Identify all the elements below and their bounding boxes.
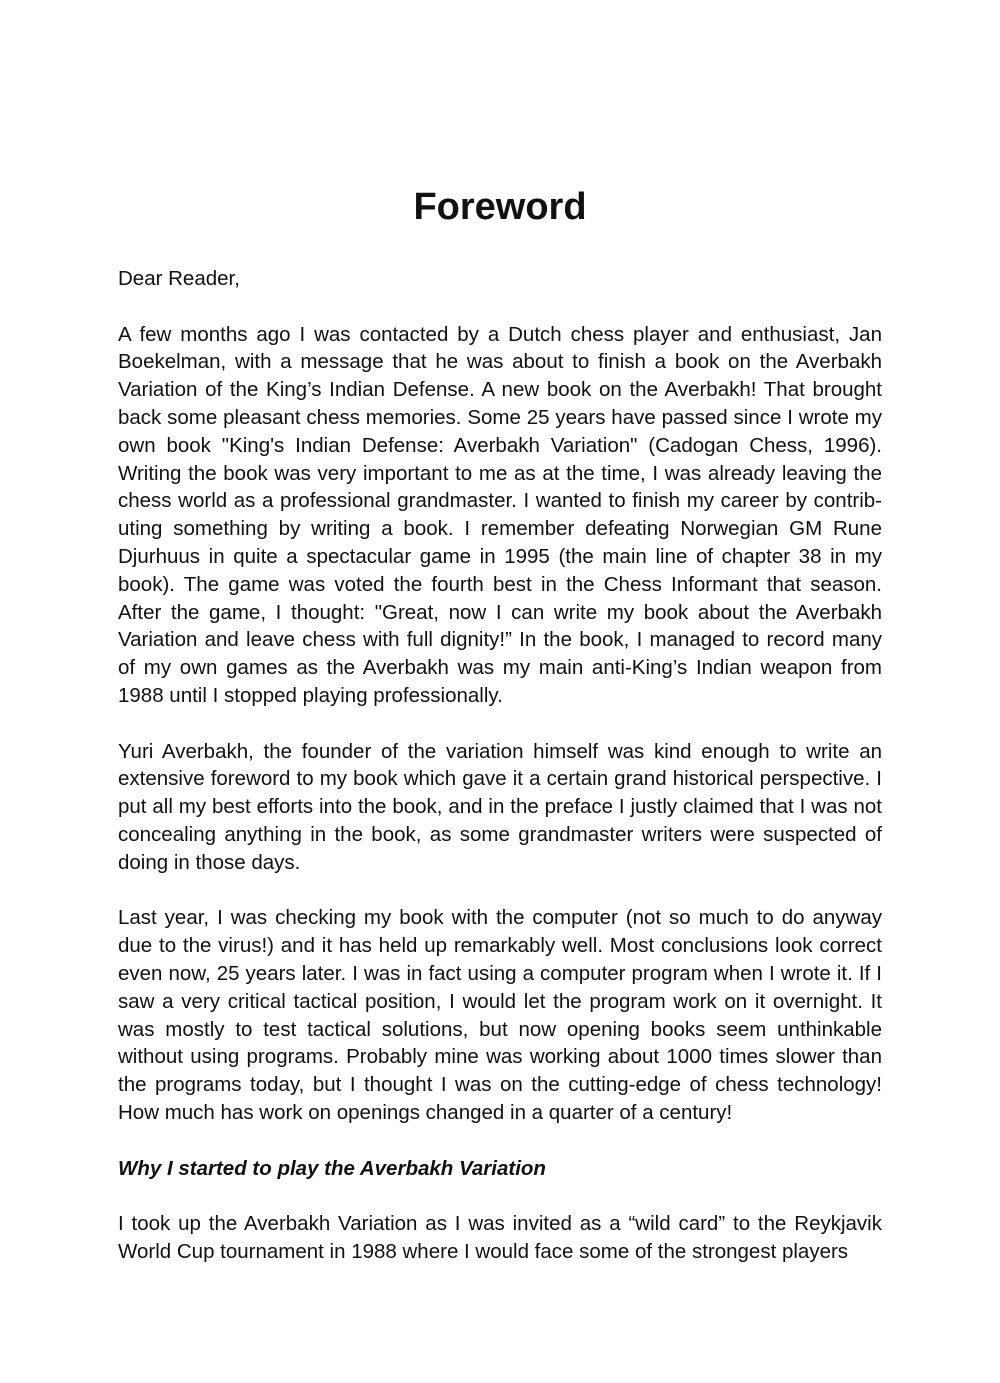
- page-title: Foreword: [413, 186, 587, 228]
- section-subheading: Why I started to play the Averbakh Variation: [118, 1156, 546, 1180]
- paragraph-contact: A few months ago I was contacted by a Dutch chess player and enthusiast, Jan Boekelman, with a message that he was about to finish a book on the Averbakh Variation of the King’s Indian Defense. A new book on the Averbakh! That brought back some pleasant chess memories. Some 25 years have passed since I wrote my own book "King's Indian Defense: Averbakh Variation" (Cadogan Chess, 1996). Writing the book was very important to me as at the time, I was already leaving the chess world as a professional grandmaster. I wanted to finish my career by contributing something by writing a book. I remember defeating Norwegian GM Rune Djurhuus in quite a spectacular game in 1995 (the main line of chapter 38 in my book). The game was voted the fourth best in the Chess Informant that season. After the game, I thought: "Great, now I can write my book about the Averbakh Variation and leave chess with full dignity!” In the book, I managed to record many of my own games as the Averbakh was my main anti-King’s Indian weapon from 1988 until I stopped playing professionally.: [118, 322, 882, 707]
- salutation: Dear Reader,: [118, 267, 240, 290]
- paragraph-averbakh-foreword: Yuri Averbakh, the founder of the variation himself was kind enough to write an extensive foreword to my book which gave it a certain grand historical perspective. I put all my best efforts into the book, and in the preface I justly claimed that I was not concealing anything in the book, as some grandmaster writers were suspected of doing in those days.: [118, 739, 882, 874]
- paragraph-computer-check: Last year, I was checking my book with the computer (not so much to do anyway due to the virus!) and it has held up remarkably well. Most conclusions look correct even now, 25 years later. I was in fact using a computer program when I wrote it. If I saw a very critical tactical position, I would let the program work on it overnight. It was mostly to test tactical solutions, but now opening books seem unthinkable without using programs. Probably mine was working about 1000 times slower than the programs today, but I thought I was on the cutting-edge of chess technology! How much has work on openings changed in a quarter of a century!: [118, 906, 882, 1124]
- document-body: [118, 265, 882, 1293]
- paragraph-world-cup: I took up the Averbakh Variation as I was invited as a “wild card” to the Reykjavik World Cup tournament in 1988 where I would face some of the strongest players: [118, 1212, 882, 1263]
